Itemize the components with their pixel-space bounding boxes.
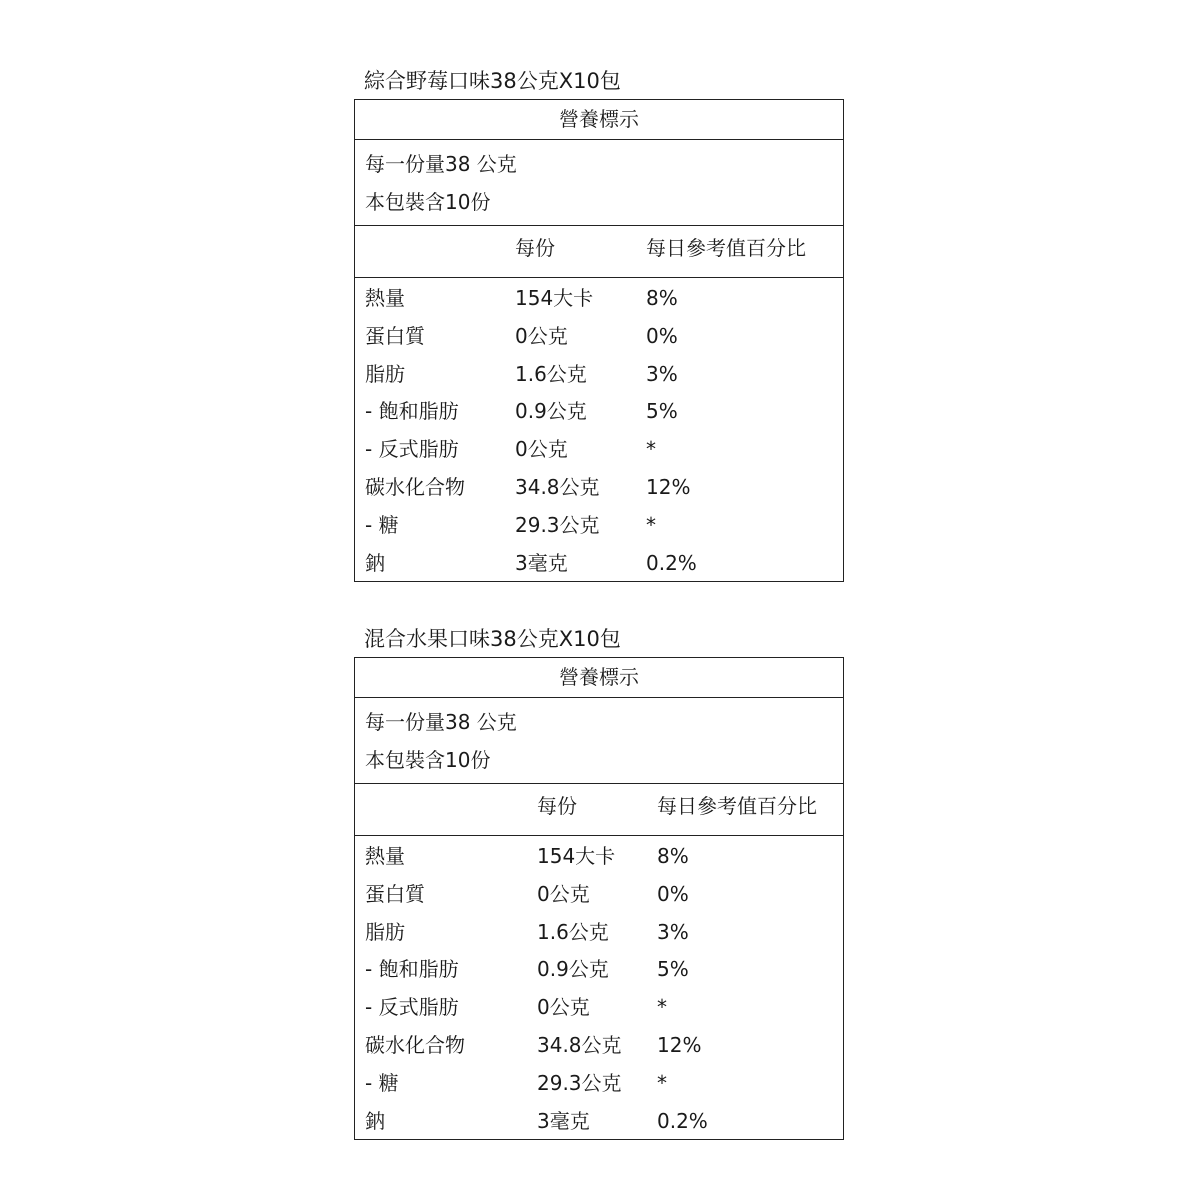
nutrient-name: 蛋白質 — [365, 323, 425, 348]
nutrient-row — [355, 1026, 843, 1064]
nutrient-rows — [355, 278, 843, 581]
nutrient-daily-value: 5% — [657, 957, 689, 982]
nutrient-daily-value: 0% — [646, 323, 678, 348]
nutrient-row — [355, 913, 843, 951]
nutrition-label-mixed-fruit — [354, 624, 844, 1140]
serving-info — [355, 140, 843, 226]
panel-heading: 營養標示 — [355, 100, 843, 140]
servings-per-pack: 本包裝含10份 — [365, 748, 491, 772]
nutrient-daily-value: 8% — [657, 844, 689, 868]
nutrient-amount: 0公克 — [515, 323, 568, 348]
nutrient-daily-value: * — [646, 512, 656, 537]
nutrient-daily-value: * — [657, 1070, 667, 1095]
nutrient-amount: 0公克 — [515, 437, 568, 462]
nutrient-daily-value: 3% — [646, 361, 678, 386]
nutrient-amount: 1.6公克 — [537, 919, 609, 944]
nutrient-name: - 飽和脂肪 — [365, 399, 459, 424]
nutrient-name: 脂肪 — [365, 919, 405, 944]
nutrient-daily-value: 0.2% — [657, 1108, 708, 1133]
nutrient-name: 蛋白質 — [365, 881, 425, 906]
nutrient-name: 碳水化合物 — [365, 1032, 465, 1057]
nutrient-row — [355, 468, 843, 506]
nutrient-row — [355, 950, 843, 988]
nutrient-name: - 糖 — [365, 512, 399, 537]
serving-size: 每一份量38 公克 — [365, 710, 517, 734]
serving-info — [355, 698, 843, 784]
nutrient-amount: 29.3公克 — [515, 512, 600, 537]
nutrient-name: 脂肪 — [365, 361, 405, 386]
nutrient-amount: 1.6公克 — [515, 361, 587, 386]
servings-per-pack: 本包裝含10份 — [365, 190, 491, 214]
nutrient-amount: 0.9公克 — [537, 957, 609, 982]
nutrient-name: 熱量 — [365, 844, 405, 868]
nutrient-amount: 3毫克 — [537, 1108, 590, 1133]
nutrient-row — [355, 430, 843, 468]
nutrient-daily-value: 5% — [646, 399, 678, 424]
nutrient-amount: 0.9公克 — [515, 399, 587, 424]
nutrition-label-wild-berry — [354, 66, 844, 582]
nutrient-row — [355, 837, 843, 875]
nutrient-row — [355, 506, 843, 544]
column-header-row — [355, 784, 843, 836]
column-header-per-serving: 每份 — [515, 236, 555, 260]
column-header-daily-value: 每日參考值百分比 — [646, 236, 806, 260]
nutrient-name: 熱量 — [365, 286, 405, 310]
nutrient-name: 鈉 — [365, 550, 385, 575]
nutrient-daily-value: * — [646, 437, 656, 462]
nutrient-row — [355, 875, 843, 913]
nutrient-amount: 154大卡 — [537, 844, 616, 868]
nutrient-amount: 3毫克 — [515, 550, 568, 575]
nutrient-name: - 飽和脂肪 — [365, 957, 459, 982]
nutrient-daily-value: 8% — [646, 286, 678, 310]
nutrient-row — [355, 1102, 843, 1140]
nutrient-amount: 29.3公克 — [537, 1070, 622, 1095]
nutrient-amount: 0公克 — [537, 881, 590, 906]
nutrient-daily-value: 12% — [657, 1032, 702, 1057]
nutrient-row — [355, 988, 843, 1026]
nutrient-daily-value: * — [657, 995, 667, 1020]
nutrient-row — [355, 279, 843, 317]
nutrient-daily-value: 12% — [646, 474, 691, 499]
nutrient-daily-value: 3% — [657, 919, 689, 944]
product-title: 綜合野莓口味38公克X10包 — [364, 69, 621, 93]
nutrition-panel — [354, 657, 844, 1140]
nutrient-name: - 糖 — [365, 1070, 399, 1095]
column-header-row — [355, 226, 843, 278]
nutrient-name: - 反式脂肪 — [365, 437, 459, 462]
column-header-daily-value: 每日參考值百分比 — [657, 794, 817, 818]
nutrient-row — [355, 1064, 843, 1102]
nutrient-name: 碳水化合物 — [365, 474, 465, 499]
nutrient-rows — [355, 836, 843, 1139]
nutrient-daily-value: 0.2% — [646, 550, 697, 575]
nutrient-row — [355, 317, 843, 355]
product-title: 混合水果口味38公克X10包 — [364, 627, 621, 651]
column-header-per-serving: 每份 — [537, 794, 577, 818]
nutrient-name: - 反式脂肪 — [365, 995, 459, 1020]
nutrient-amount: 34.8公克 — [515, 474, 600, 499]
nutrient-daily-value: 0% — [657, 881, 689, 906]
serving-size: 每一份量38 公克 — [365, 152, 517, 176]
nutrient-row — [355, 392, 843, 430]
nutrient-amount: 154大卡 — [515, 286, 594, 310]
nutrient-amount: 34.8公克 — [537, 1032, 622, 1057]
nutrition-panel — [354, 99, 844, 582]
panel-heading: 營養標示 — [355, 658, 843, 698]
nutrient-amount: 0公克 — [537, 995, 590, 1020]
nutrient-name: 鈉 — [365, 1108, 385, 1133]
nutrient-row — [355, 355, 843, 393]
nutrient-row — [355, 544, 843, 582]
